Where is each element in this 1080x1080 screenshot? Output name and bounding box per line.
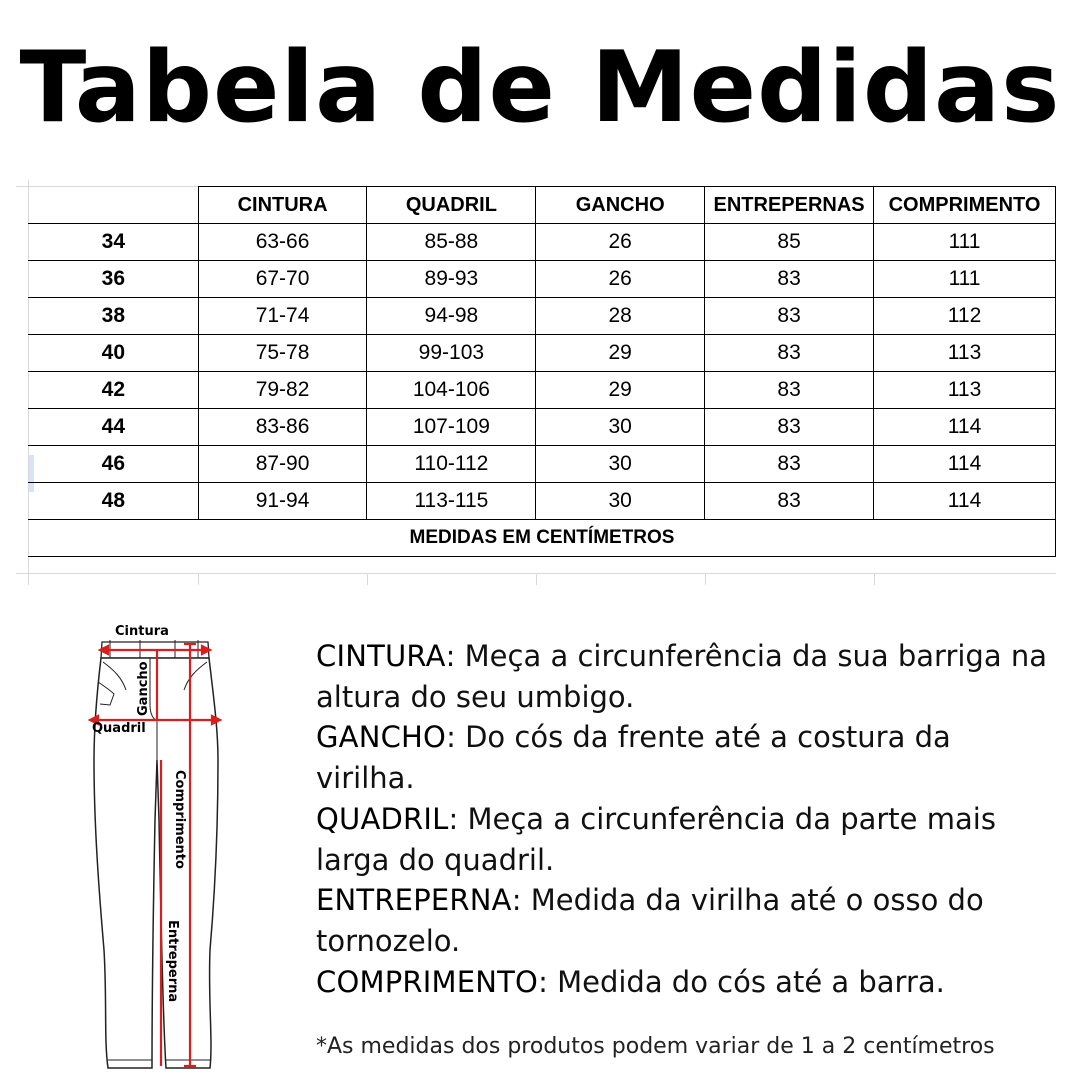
desc-text: Medida do cós até a barra. (547, 964, 945, 999)
desc-text: Medida da virilha até o osso do tornozelo. (316, 883, 984, 958)
measure-cell: 114 (874, 483, 1056, 520)
table-header-row (29, 187, 1056, 224)
measure-cell: 111 (874, 224, 1056, 261)
header-quadril: QUADRIL (367, 187, 536, 224)
table-row (29, 372, 1056, 409)
table-row (29, 224, 1056, 261)
measure-cell: 30 (536, 446, 705, 483)
measure-cell: 112 (874, 298, 1056, 335)
measure-cell: 26 (536, 224, 705, 261)
size-cell: 44 (29, 409, 199, 446)
desc-text: Meça a circunferência da parte mais larga do quadril. (316, 801, 996, 877)
measure-cell: 113 (874, 335, 1056, 372)
size-cell: 46 (29, 446, 199, 483)
measure-cell: 83 (705, 335, 874, 372)
measure-cell: 83 (705, 409, 874, 446)
desc-term: CINTURA (316, 639, 446, 673)
measure-cell: 110-112 (367, 446, 536, 483)
label-entreperna: Entreperna (165, 920, 180, 1003)
pants-illustration (80, 620, 230, 1075)
measurement-descriptions (316, 636, 1056, 1002)
size-cell: 38 (29, 298, 199, 335)
size-cell: 34 (29, 224, 199, 261)
desc-text: Do cós da frente até a costura da virilha. (316, 720, 951, 796)
measure-cell: 114 (874, 409, 1056, 446)
measure-cell: 83 (705, 372, 874, 409)
table-row (29, 335, 1056, 372)
table-row (29, 409, 1056, 446)
measure-cell: 30 (536, 409, 705, 446)
measure-cell: 91-94 (198, 483, 367, 520)
measure-cell: 114 (874, 446, 1056, 483)
desc-term: QUADRIL (316, 801, 449, 836)
table-row (29, 261, 1056, 298)
desc-term: GANCHO (316, 720, 447, 755)
measure-cell: 99-103 (367, 335, 536, 372)
measure-cell: 83-86 (198, 409, 367, 446)
table-row (29, 446, 1056, 483)
header-entrepernas: ENTREPERNAS (705, 187, 874, 224)
measure-cell: 94-98 (367, 298, 536, 335)
measure-cell: 83 (705, 261, 874, 298)
label-comprimento: Comprimento (172, 770, 187, 869)
size-cell: 48 (29, 483, 199, 520)
desc-text: Meça a circunferência da sua barriga na altura do seu umbigo. (316, 639, 1047, 714)
measure-cell: 89-93 (367, 261, 536, 298)
measure-cell: 63-66 (198, 224, 367, 261)
page-title: Tabela de Medidas (19, 31, 1061, 145)
size-table-area (16, 180, 1056, 585)
size-table (28, 186, 1056, 557)
measure-cell: 83 (705, 298, 874, 335)
desc-gancho: GANCHO: Do cós da frente até a costura da virilha. (316, 720, 951, 796)
desc-quadril: QUADRIL: Meça a circunferência da parte mais larga do quadril. (316, 801, 996, 877)
measure-cell: 113 (874, 372, 1056, 409)
footnote: *As medidas dos produtos podem variar de 1 a 2 centímetros (316, 1034, 995, 1059)
label-quadril: Quadril (92, 721, 146, 736)
size-cell: 40 (29, 335, 199, 372)
measure-cell: 30 (536, 483, 705, 520)
header-comprimento: COMPRIMENTO (874, 187, 1056, 224)
desc-comprimento: COMPRIMENTO: Medida do cós até a barra. (316, 964, 945, 999)
measure-cell: 85-88 (367, 224, 536, 261)
measure-cell: 29 (536, 335, 705, 372)
header-cell-blank (29, 187, 199, 224)
measure-cell: 71-74 (198, 298, 367, 335)
desc-term: COMPRIMENTO (316, 964, 539, 999)
measure-cell: 28 (536, 298, 705, 335)
pants-drawing (80, 620, 230, 1075)
measure-cell: 85 (705, 224, 874, 261)
measure-cell: 113-115 (367, 483, 536, 520)
desc-term: ENTREPERNA (316, 883, 512, 918)
measure-cell: 107-109 (367, 409, 536, 446)
measure-cell: 75-78 (198, 335, 367, 372)
size-cell: 42 (29, 372, 199, 409)
units-note: MEDIDAS EM CENTÍMETROS (29, 520, 1056, 557)
size-cell: 36 (29, 261, 199, 298)
table-row (29, 483, 1056, 520)
measure-cell: 83 (705, 446, 874, 483)
desc-entreperna: ENTREPERNA: Medida da virilha até o osso do tornozelo. (316, 883, 984, 958)
desc-cintura: CINTURA: Meça a circunferência da sua barriga na altura do seu umbigo. (316, 639, 1047, 714)
measure-cell: 111 (874, 261, 1056, 298)
label-gancho: Gancho (136, 661, 151, 716)
measure-cell: 79-82 (198, 372, 367, 409)
table-footer-row (29, 520, 1056, 557)
header-cintura: CINTURA (198, 187, 367, 224)
label-cintura: Cintura (115, 624, 169, 639)
header-gancho: GANCHO (536, 187, 705, 224)
measure-cell: 87-90 (198, 446, 367, 483)
measure-cell: 67-70 (198, 261, 367, 298)
measure-cell: 26 (536, 261, 705, 298)
measure-cell: 83 (705, 483, 874, 520)
measure-cell: 29 (536, 372, 705, 409)
table-row (29, 298, 1056, 335)
measure-cell: 104-106 (367, 372, 536, 409)
